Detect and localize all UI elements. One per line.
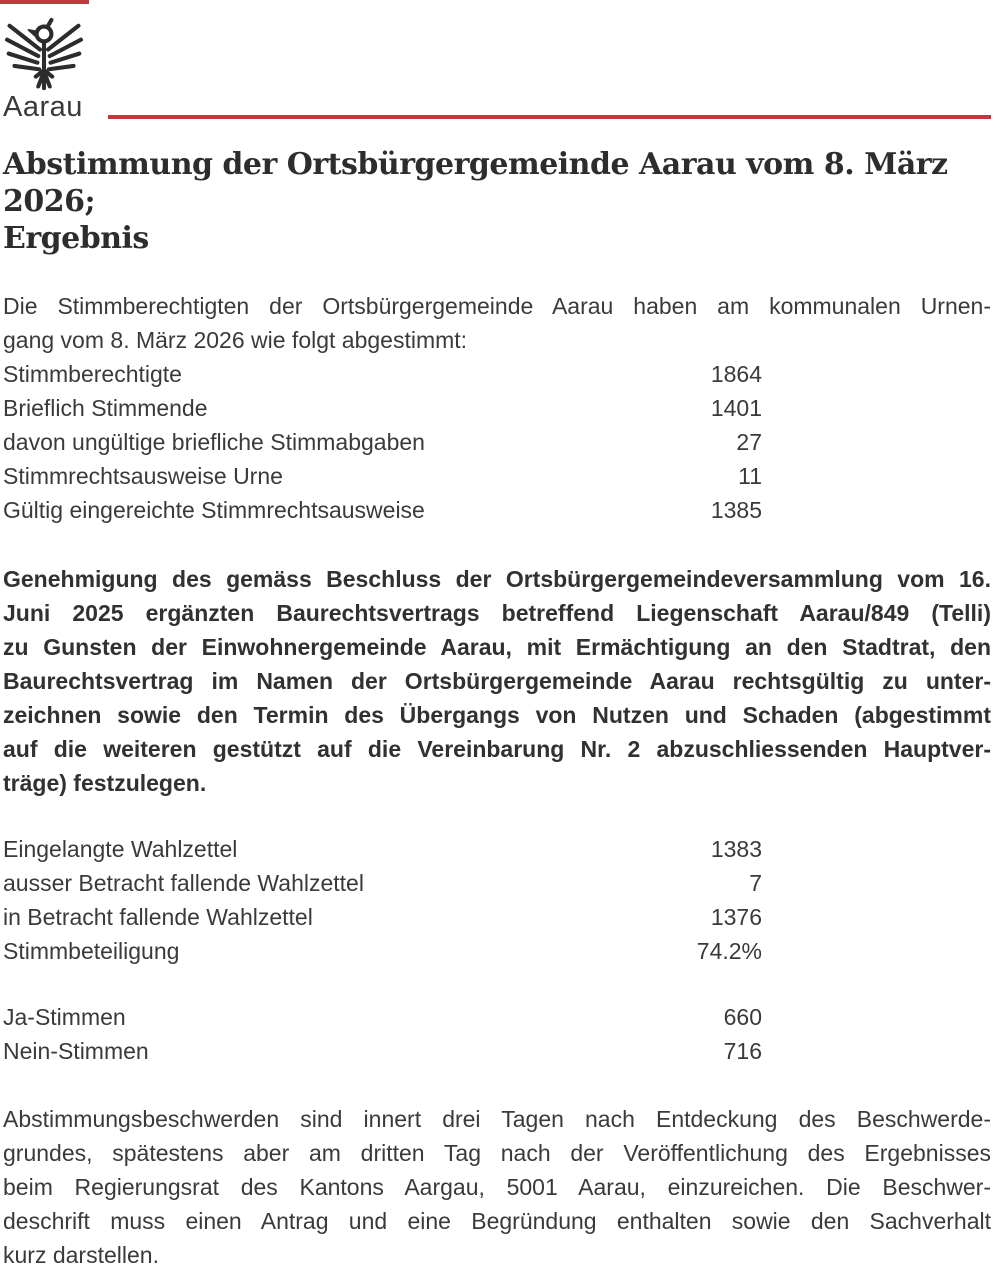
table-row-value: 716 <box>723 1038 762 1064</box>
table-row <box>3 900 991 934</box>
header-red-rule <box>108 115 991 119</box>
table-row <box>3 934 991 968</box>
measure-line: Juni 2025 ergänzten Baurechtsvertrags betreffend Liegenschaft Aarau/849 (Telli) <box>3 600 991 626</box>
measure-line: Genehmigung des gemäss Beschluss der Ortsbürgergemeindeversammlung vom 16. <box>3 566 991 592</box>
table-row-value: 7 <box>749 870 762 896</box>
measure-line: zu Gunsten der Einwohnergemeinde Aarau, mit Ermächtigung an den Stadtrat, den <box>3 634 991 660</box>
table-row-label: Stimmbeteiligung <box>3 938 180 964</box>
appeal-line: Abstimmungsbeschwerden sind innert drei Tagen nach Entdeckung des Beschwerde- <box>3 1106 991 1132</box>
document-header <box>3 0 991 122</box>
table-row-label: davon ungültige briefliche Stimmabgaben <box>3 429 425 455</box>
appeal-instructions-paragraph <box>3 1102 991 1272</box>
table-row-label: ausser Betracht fallende Wahlzettel <box>3 870 364 896</box>
table-row-label: Ja-Stimmen <box>3 1004 126 1030</box>
logo-row <box>3 4 991 122</box>
intro-paragraph <box>3 289 991 357</box>
table-row-value: 1383 <box>710 836 762 862</box>
table-row-value: 74.2% <box>696 938 762 964</box>
aarau-eagle-icon <box>3 12 85 92</box>
appeal-line: kurz darstellen. <box>3 1242 159 1268</box>
appeal-line: beim Regierungsrat des Kantons Aargau, 5001 Aarau, einzureichen. Die Beschwer- <box>3 1174 991 1200</box>
table-row-value: 1401 <box>710 395 762 421</box>
measure-line: träge) festzulegen. <box>3 770 207 796</box>
table-row-label: Gültig eingereichte Stimmrechtsausweise <box>3 497 425 523</box>
table-row-value: 11 <box>738 463 762 489</box>
table-row-value: 1385 <box>710 497 762 523</box>
intro-line: gang vom 8. März 2026 wie folgt abgestimmt: <box>3 327 468 353</box>
appeal-line: deschrift muss einen Antrag und eine Begründung enthalten sowie den Sachverhalt <box>3 1208 991 1234</box>
appeal-line: grundes, spätestens aber am dritten Tag nach der Veröffentlichung des Ergebnisses <box>3 1140 991 1166</box>
table-row-label: in Betracht fallende Wahlzettel <box>3 904 313 930</box>
page-title-line-1: Abstimmung der Ortsbürgergemeinde Aarau vom 8. März 2026; <box>3 147 948 219</box>
measure-line: Baurechtsvertrag im Namen der Ortsbürgergemeinde Aarau rechtsgültig zu unter- <box>3 668 991 694</box>
table-row-label: Stimmberechtigte <box>3 361 182 387</box>
measure-line: zeichnen sowie den Termin des Übergangs von Nutzen und Schaden (abgestimmt <box>3 702 991 728</box>
table-row <box>3 493 991 527</box>
vote-result-table <box>3 1000 991 1068</box>
table-row <box>3 357 991 391</box>
table-row-value: 660 <box>723 1004 762 1030</box>
table-row-label: Brieflich Stimmende <box>3 395 208 421</box>
page-title <box>3 146 991 257</box>
table-row <box>3 832 991 866</box>
page-title-line-2: Ergebnis <box>3 221 149 256</box>
measure-description-paragraph <box>3 562 991 800</box>
measure-line: auf die weiteren gestützt auf die Vereinbarung Nr. 2 abzuschliessenden Hauptver- <box>3 736 991 762</box>
table-row <box>3 425 991 459</box>
table-row <box>3 866 991 900</box>
intro-line: Die Stimmberechtigten der Ortsbürgergemeinde Aarau haben am kommunalen Urnen- <box>3 293 991 319</box>
table-row-label: Stimmrechtsausweise Urne <box>3 463 283 489</box>
table-row <box>3 1034 991 1068</box>
logo-city-name: Aarau <box>3 91 83 123</box>
ballot-stats-table <box>3 832 991 968</box>
voter-stats-table <box>3 357 991 527</box>
table-row <box>3 391 991 425</box>
table-row <box>3 1000 991 1034</box>
table-row-value: 1376 <box>710 904 762 930</box>
table-row <box>3 459 991 493</box>
table-row-label: Eingelangte Wahlzettel <box>3 836 238 862</box>
table-row-label: Nein-Stimmen <box>3 1038 149 1064</box>
table-row-value: 27 <box>736 429 762 455</box>
aarau-logo <box>3 4 89 122</box>
table-row-value: 1864 <box>710 361 762 387</box>
